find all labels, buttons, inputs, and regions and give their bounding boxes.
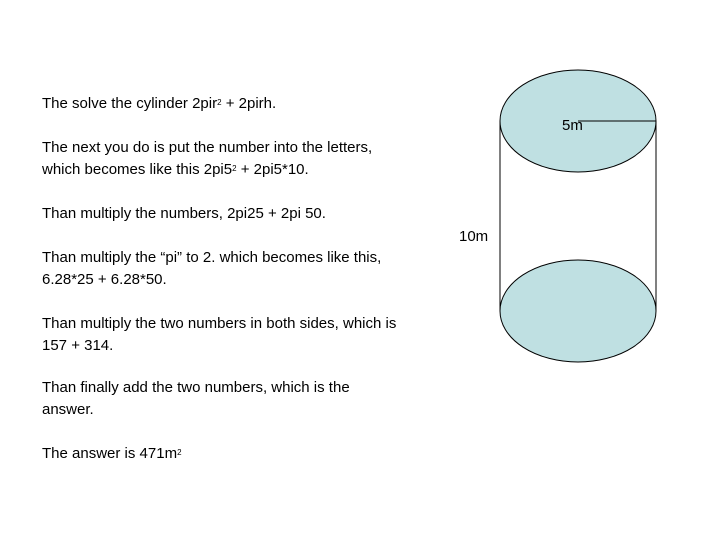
- step-multiply-sides-line1: Than multiply the two numbers in both sides, which is: [42, 315, 397, 332]
- height-label: 10m: [459, 228, 489, 245]
- substitute-text-end: + 2pi5*10.: [236, 161, 309, 178]
- exponent: 2: [232, 164, 237, 173]
- exponent: 2: [177, 448, 182, 457]
- formula-text: The solve the cylinder 2pir: [42, 95, 218, 112]
- step-add-line1: Than finally add the two numbers, which is the: [42, 379, 350, 396]
- step-multiply-pi-line1: Than multiply the “pi” to 2. which becomes like this,: [42, 249, 382, 266]
- cylinder-bottom-ellipse: [500, 260, 656, 362]
- radius-label: 5m: [562, 117, 583, 134]
- step-multiply-pi-line2: 6.28*25 + 6.28*50.: [42, 271, 167, 288]
- step-multiply-numbers: Than multiply the numbers, 2pi25 + 2pi 50.: [42, 205, 326, 222]
- answer-text: The answer is 471m: [42, 445, 178, 462]
- step-multiply-sides-line2: 157 + 314.: [42, 337, 114, 354]
- formula-text-end: + 2pirh.: [221, 95, 277, 112]
- step-substitute-line1: The next you do is put the number into the letters,: [42, 139, 373, 156]
- step-add-line2: answer.: [42, 401, 94, 418]
- exponent: 2: [217, 98, 222, 107]
- substitute-text: which becomes like this 2pi5: [42, 161, 233, 178]
